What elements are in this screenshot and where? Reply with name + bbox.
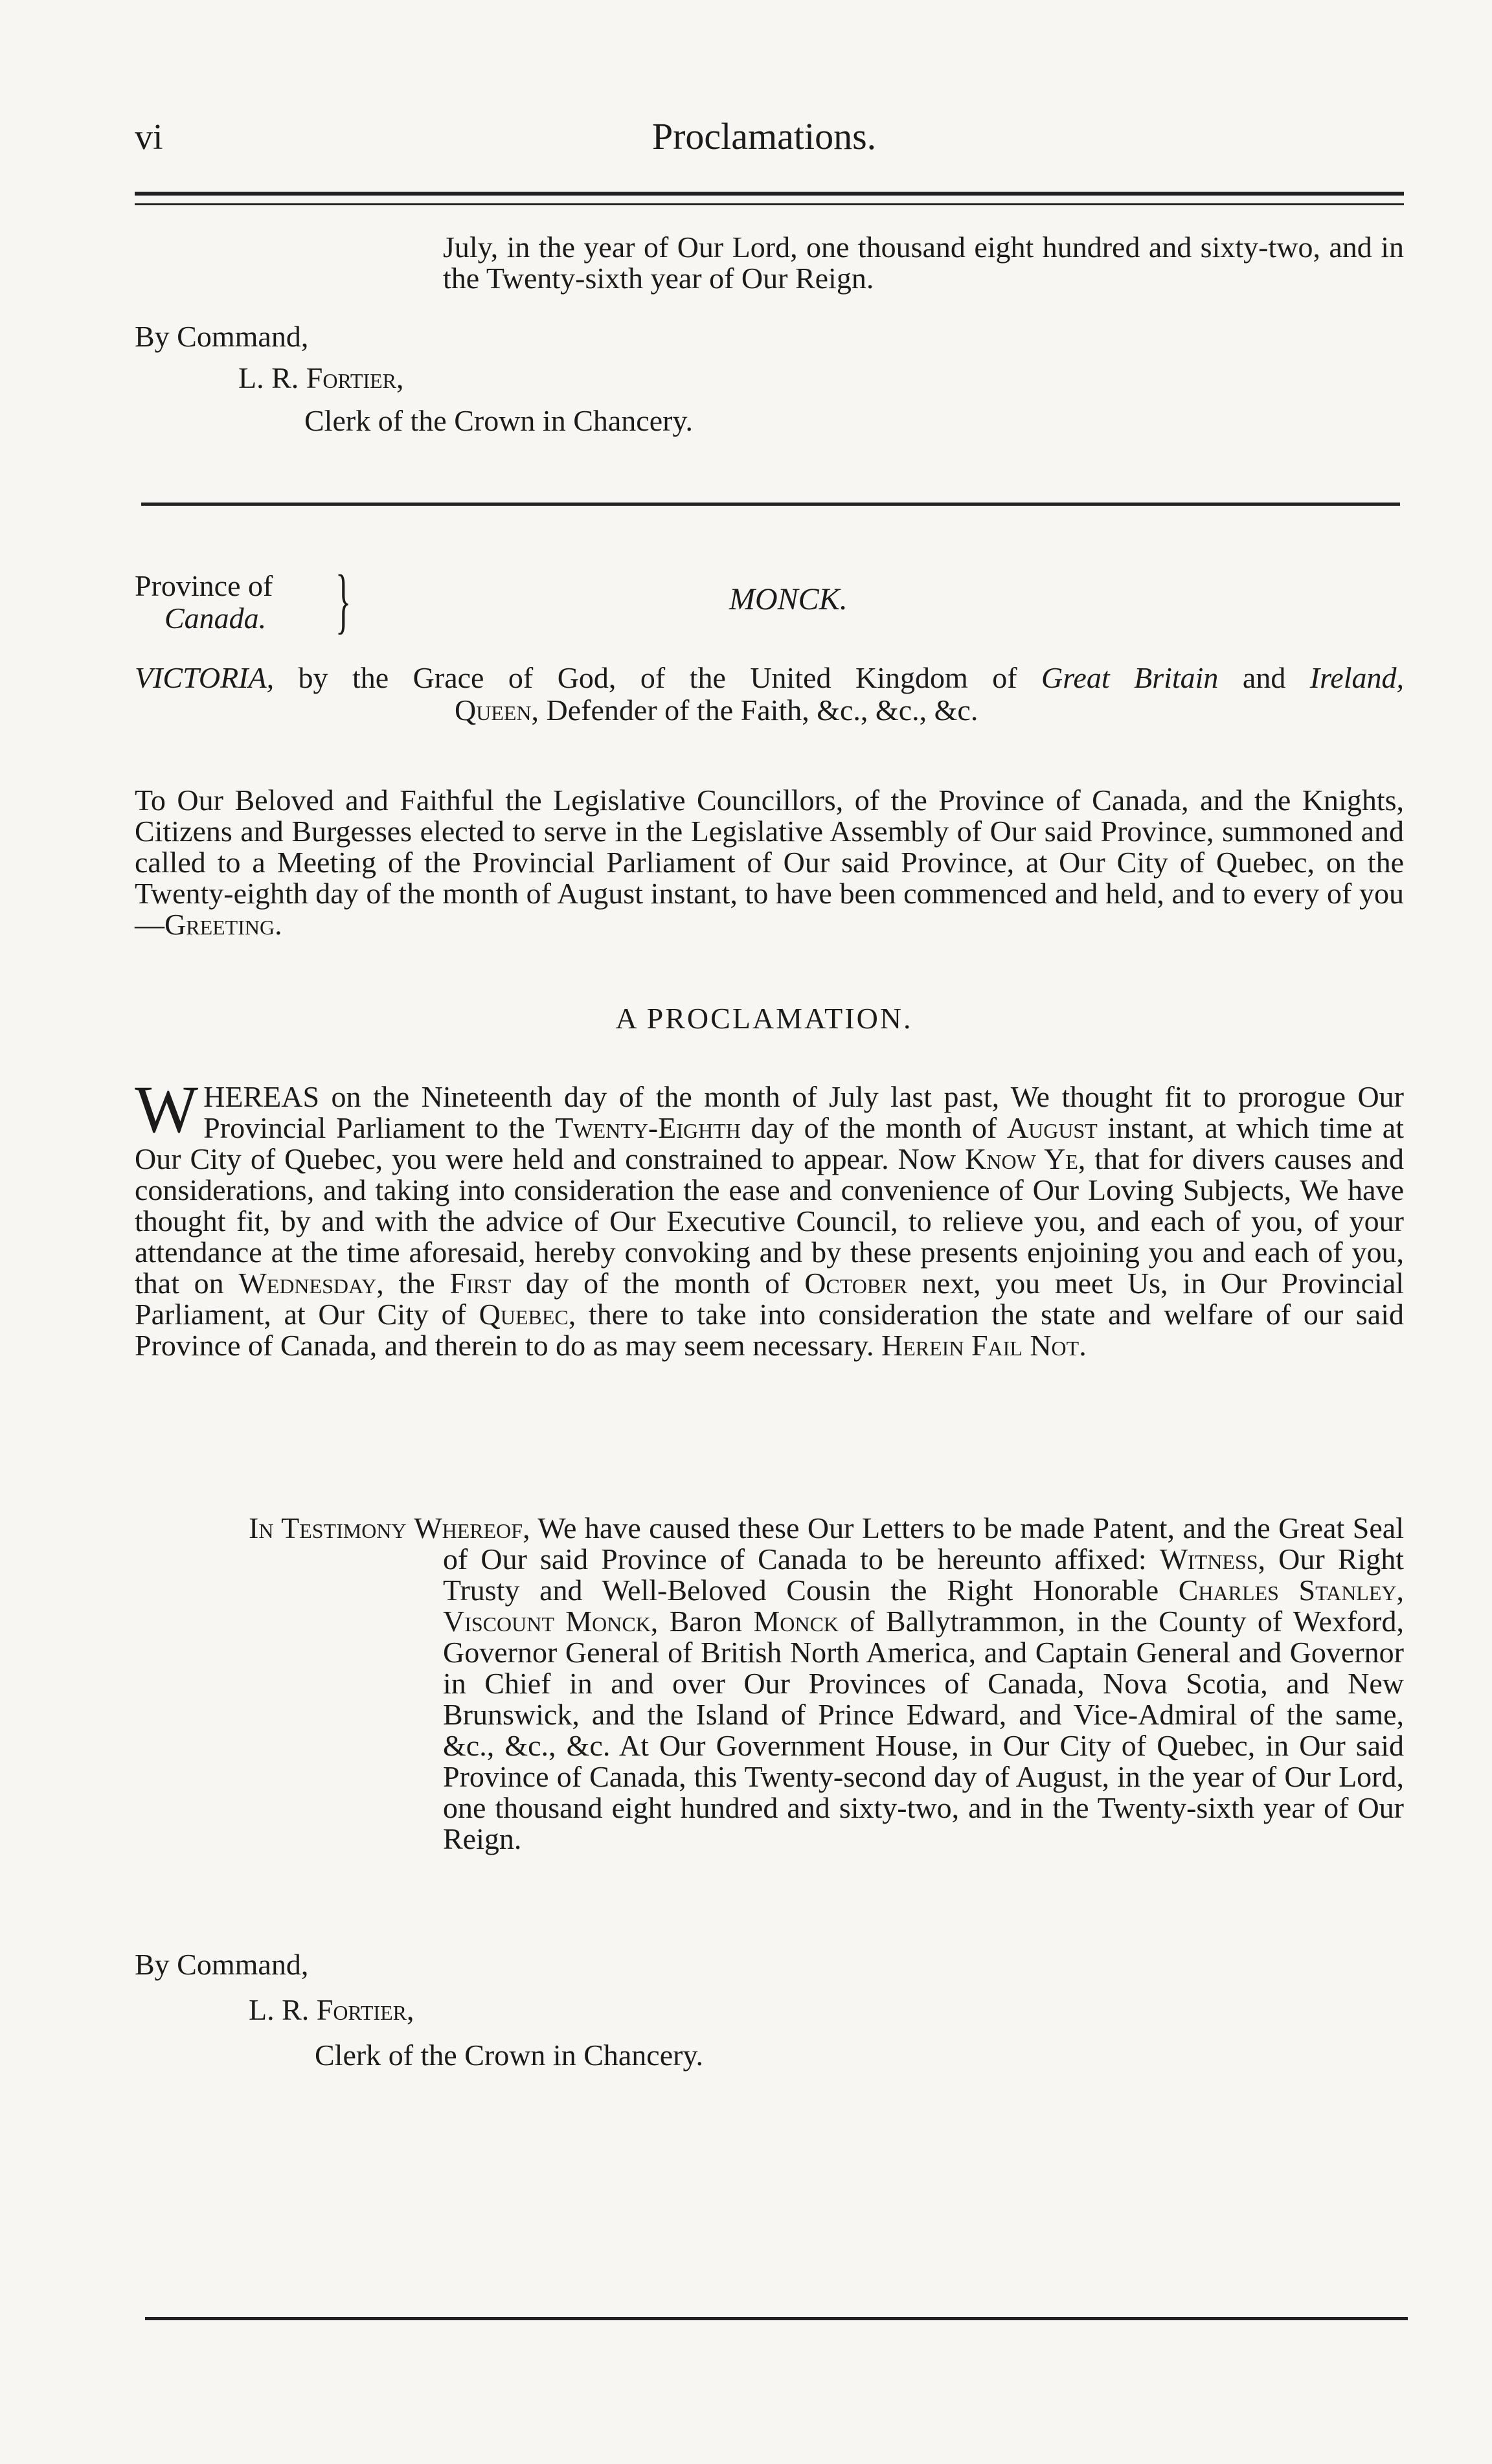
whereas-city: Quebec	[479, 1298, 569, 1331]
header-rule-thick	[135, 192, 1404, 196]
address-paragraph	[135, 785, 1404, 940]
testimony-witness: Witness	[1159, 1543, 1258, 1576]
province-label	[135, 570, 273, 635]
royal-style-part1: by the Grace of God, of the United Kingdom of	[274, 661, 1042, 694]
testimony-text-4: of Ballytrammon, in the County of Wexford, Governor General of British North America, and Captain General and Governor in Chief in and over Our Provinces of Canada, Nova Scotia, and New Brunswick, and the Island of Prince Edward, and Vice-Admiral of the same, &c., &c., &c. At Our Government House, in Our City of Quebec, in Our said Province of Canada, this Twenty-second day of August, in the year of Our Lord, one thousand eight hundred and sixty-two, and in the Twenty-sixth year of Our Reign.	[443, 1605, 1404, 1855]
testimony-text-2: , Our Right Trusty and Well-Beloved Cousin the Right Honorable	[443, 1543, 1404, 1607]
header-rule-thin	[135, 203, 1404, 205]
testimony-text-1: , We have caused these Our Letters to be made Patent, and the Great Seal of Our said Province of Canada to be hereunto affixed:	[443, 1511, 1404, 1576]
whereas-know-ye: Know Ye	[965, 1142, 1078, 1175]
testimony-text-3: , Baron	[650, 1605, 754, 1638]
signer-office: Clerk of the Crown in Chancery.	[304, 404, 693, 437]
testimony-opening: In Testimony Whereof	[249, 1511, 523, 1544]
whereas-text-2: day of the month of	[740, 1111, 1007, 1144]
bottom-by-command: By Command,	[135, 1948, 309, 1981]
whereas-first: First	[449, 1267, 512, 1300]
royal-style-queen: Queen	[455, 694, 532, 727]
whereas-closing: Herein Fail Not.	[881, 1329, 1087, 1362]
testimony-paragraph	[249, 1511, 1405, 1855]
signer-name: L. R. Fortier,	[238, 361, 404, 394]
royal-style-ireland: Ireland,	[1309, 661, 1404, 694]
testimony-monck: Monck	[753, 1605, 839, 1638]
bottom-signer-name: L. R. Fortier,	[249, 1993, 414, 2026]
by-command-label: By Command,	[135, 320, 309, 353]
province-line2: Canada.	[164, 602, 267, 635]
whereas-text-7: next, you meet Us, in Our Provincial Parliament, at Our City of	[135, 1267, 1405, 1331]
page-number: vi	[135, 117, 163, 157]
royal-style-gb: Great Britain	[1041, 661, 1219, 694]
province-line1: Province of	[135, 569, 273, 602]
footer-divider	[145, 2317, 1408, 2320]
whereas-text-6: day of the month of	[511, 1267, 805, 1300]
whereas-month-2: October	[804, 1267, 908, 1300]
proclamation-heading: A PROCLAMATION.	[615, 1002, 913, 1035]
page-title: Proclamations.	[651, 115, 877, 157]
whereas-paragraph	[135, 1072, 1405, 1362]
address-greeting: Greeting.	[164, 908, 282, 941]
royal-style	[135, 662, 1404, 727]
whereas-text-4: , that for divers causes and considerations, and taking into consideration the ease and convenience of Our Loving Subjects, We have thought fit, by and with the advice of Our Executive Council, to relieve you, and each of you, of your attendance at the time aforesaid, hereby convoking and by these presents enjoining you and each of you, that on	[135, 1142, 1404, 1300]
whereas-text-8: , there to take into consideration the state and welfare of our said Province of Canada, and therein to do as may seem necessary.	[135, 1298, 1404, 1362]
royal-style-and: and	[1218, 661, 1310, 694]
whereas-dropcap: W	[135, 1072, 199, 1147]
whereas-text-5: , the	[376, 1267, 450, 1300]
testimony-governor-name: Charles Stanley, Viscount Monck	[443, 1574, 1405, 1638]
province-brace: }	[335, 561, 352, 641]
whereas-weekday: Wednesday	[238, 1267, 377, 1300]
monarch-name: VICTORIA,	[135, 661, 275, 694]
royal-style-part2: , Defender of the Faith, &c., &c., &c.	[531, 694, 978, 727]
whereas-text-1: HEREAS on the Nineteenth day of the month of July last past, We thought fit to prorogue Our Provincial Parliament to the	[203, 1080, 1404, 1144]
governor-name: MONCK.	[729, 582, 848, 616]
whereas-date-1: Twenty-Eighth	[555, 1111, 741, 1144]
whereas-month-1: August	[1006, 1111, 1098, 1144]
bottom-signer-office: Clerk of the Crown in Chancery.	[315, 2039, 703, 2072]
whereas-text-3: instant, at which time at Our City of Quebec, you were held and constrained to appear. Now	[135, 1111, 1405, 1175]
continuation-text: July, in the year of Our Lord, one thousand eight hundred and sixty-two, and in the Twenty-sixth year of Our Reign.	[443, 231, 1404, 295]
address-text: To Our Beloved and Faithful the Legislative Councillors, of the Province of Canada, and the Knights, Citizens and Burgesses elected to serve in the Legislative Assembly of Our said Province, summoned and called to a Meeting of the Provincial Parliament of Our said Province, at Our City of Quebec, on the Twenty-eighth day of the month of August instant, to have been commenced and held, and to every of you—	[135, 784, 1404, 941]
section-divider	[141, 503, 1400, 506]
